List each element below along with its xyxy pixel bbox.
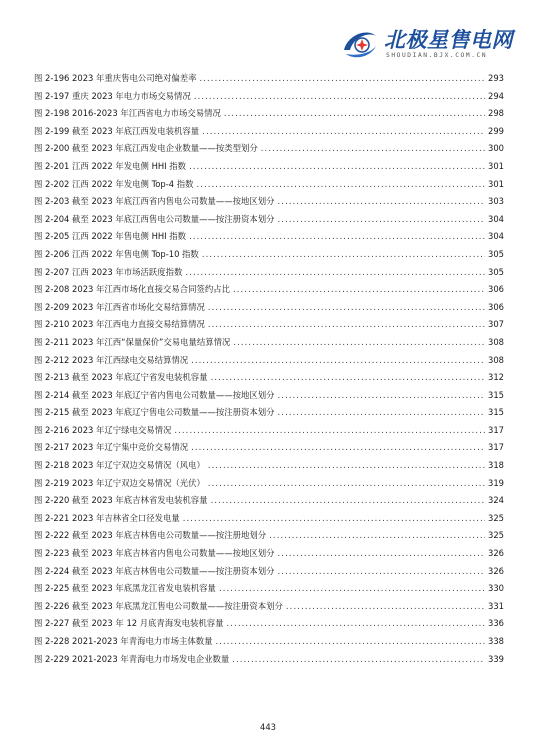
toc-entry[interactable] [34, 140, 504, 158]
toc-entry[interactable] [34, 228, 504, 246]
toc-entry-label: 图 2-203 截至 2023 年底江西省内售电公司数量——按地区划分 [34, 196, 275, 207]
toc-entry-page: 307 [488, 319, 504, 330]
brand-subtitle: SHOUDIAN.BJX.COM.CN [386, 52, 488, 59]
toc-dot-leader [189, 228, 485, 246]
toc-entry-label: 图 2-198 2016-2023 年江西省电力市场交易情况 [34, 108, 221, 119]
toc-entry-page: 318 [488, 460, 504, 471]
toc-entry-page: 317 [488, 424, 504, 435]
toc-entry[interactable] [34, 299, 504, 317]
toc-entry[interactable] [34, 264, 504, 282]
brand-title: 北极星售电网 [384, 28, 513, 52]
toc-dot-leader [278, 404, 485, 422]
toc-entry-label: 图 2-209 2023 年江西省市场化交易结算情况 [34, 301, 205, 312]
toc-dot-leader [196, 176, 485, 194]
toc-entry-page: 325 [488, 530, 504, 541]
toc-entry[interactable] [34, 580, 504, 598]
toc-entry[interactable] [34, 158, 504, 176]
toc-entry-label: 图 2-226 截至 2023 年底黑龙江售电公司数量——按注册资本划分 [34, 600, 283, 611]
toc-entry-label: 图 2-221 2023 年吉林省全口径发电量 [34, 512, 180, 523]
toc-entry-page: 303 [488, 196, 504, 207]
brand-logo [340, 26, 513, 62]
toc-entry-label: 图 2-215 截至 2023 年底辽宁售电公司数量——按注册资本划分 [34, 407, 275, 418]
toc-dot-leader [200, 70, 485, 88]
figure-list [34, 70, 504, 668]
toc-entry-label: 图 2-217 2023 年辽宁集中竞价交易情况 [34, 442, 189, 453]
toc-dot-leader [208, 475, 485, 493]
toc-dot-leader [227, 615, 485, 633]
toc-entry-label: 图 2-208 2023 年江西市场化直接交易合同签约占比 [34, 284, 231, 295]
toc-entry-page: 304 [488, 213, 504, 224]
toc-entry[interactable] [34, 176, 504, 194]
toc-entry-label: 图 2-225 截至 2023 年底黑龙江省发电装机容量 [34, 583, 216, 594]
toc-entry-page: 324 [488, 495, 504, 506]
toc-entry[interactable] [34, 281, 504, 299]
toc-dot-leader [286, 598, 485, 616]
toc-entry-label: 图 2-199 截至 2023 年底江西发电装机容量 [34, 125, 200, 136]
toc-entry-label: 图 2-205 江西 2022 年售电侧 HHI 指数 [34, 231, 187, 242]
toc-dot-leader [278, 563, 485, 581]
toc-entry[interactable] [34, 88, 504, 106]
toc-entry-page: 305 [488, 248, 504, 259]
toc-dot-leader [185, 264, 485, 282]
toc-entry-page: 305 [488, 266, 504, 277]
toc-entry-label: 图 2-223 截至 2023 年底吉林省内售电公司数量——按地区划分 [34, 548, 275, 559]
toc-dot-leader [278, 211, 485, 229]
toc-entry-page: 336 [488, 618, 504, 629]
toc-entry-label: 图 2-218 2023 年辽宁双边交易情况（风电） [34, 460, 205, 471]
toc-entry[interactable] [34, 211, 504, 229]
toc-entry-label: 图 2-211 2023 年江西“保量保价”交易电量结算情况 [34, 336, 231, 347]
toc-entry[interactable] [34, 615, 504, 633]
toc-entry-label: 图 2-228 2021-2023 年青海电力市场主体数量 [34, 636, 213, 646]
toc-entry[interactable] [34, 457, 504, 475]
toc-entry-page: 308 [488, 354, 504, 365]
toc-entry-page: 330 [488, 583, 504, 594]
toc-entry-page: 331 [488, 600, 504, 611]
toc-dot-leader [233, 334, 485, 352]
toc-entry-label: 图 2-212 2023 年江西绿电交易结算情况 [34, 354, 189, 365]
toc-entry-page: 315 [488, 389, 504, 400]
toc-entry[interactable] [34, 193, 504, 211]
toc-dot-leader [233, 281, 485, 299]
toc-entry[interactable] [34, 316, 504, 334]
toc-dot-leader [208, 457, 485, 475]
toc-entry[interactable] [34, 70, 504, 88]
toc-entry[interactable] [34, 404, 504, 422]
toc-entry-label: 图 2-204 截至 2023 年底江西售电公司数量——按注册资本划分 [34, 213, 275, 224]
toc-dot-leader [208, 316, 485, 334]
toc-entry[interactable] [34, 510, 504, 528]
toc-entry-page: 299 [488, 125, 504, 136]
toc-dot-leader [232, 651, 485, 669]
toc-entry-label: 图 2-200 截至 2023 年底江西发电企业数量——按类型划分 [34, 143, 258, 154]
polar-star-logo-icon [340, 26, 380, 62]
toc-dot-leader [269, 527, 485, 545]
toc-entry[interactable] [34, 545, 504, 563]
toc-entry-page: 300 [488, 143, 504, 154]
toc-entry-page: 317 [488, 442, 504, 453]
toc-entry[interactable] [34, 651, 504, 669]
toc-entry-label: 图 2-213 截至 2023 年底辽宁省发电装机容量 [34, 372, 208, 383]
toc-entry-label: 图 2-220 截至 2023 年底吉林省发电装机容量 [34, 495, 208, 506]
toc-entry[interactable] [34, 105, 504, 123]
toc-entry-page: 294 [488, 90, 504, 101]
toc-entry-page: 308 [488, 336, 504, 347]
toc-entry-label: 图 2-214 截至 2023 年底辽宁省内售电公司数量——按地区划分 [34, 389, 275, 400]
toc-dot-leader [211, 492, 485, 510]
toc-dot-leader [183, 510, 485, 528]
toc-entry[interactable] [34, 527, 504, 545]
toc-dot-leader [261, 140, 485, 158]
toc-entry-page: 298 [488, 108, 504, 119]
toc-entry-page: 325 [488, 512, 504, 523]
toc-entry[interactable] [34, 633, 504, 651]
toc-entry-label: 图 2-229 2021-2023 年青海电力市场发电企业数量 [34, 653, 230, 664]
toc-entry-label: 图 2-207 江西 2023 年市场活跃度指数 [34, 266, 183, 277]
toc-entry-label: 图 2-227 截至 2023 年 12 月底青海发电装机容量 [34, 618, 224, 629]
toc-entry-label: 图 2-197 重庆 2023 年电力市场交易情况 [34, 90, 191, 101]
toc-entry[interactable] [34, 422, 504, 440]
toc-entry-label: 图 2-202 江西 2022 年发电侧 Top-4 指数 [34, 178, 194, 189]
toc-dot-leader [278, 193, 485, 211]
toc-entry[interactable] [34, 246, 504, 264]
toc-entry-page: 293 [488, 73, 504, 83]
toc-entry-page: 306 [488, 301, 504, 312]
toc-entry-page: 339 [488, 653, 504, 664]
toc-dot-leader [191, 352, 485, 370]
toc-dot-leader [194, 88, 485, 106]
toc-entry-page: 326 [488, 565, 504, 576]
toc-entry[interactable] [34, 475, 504, 493]
toc-entry[interactable] [34, 387, 504, 405]
toc-dot-leader [189, 158, 485, 176]
toc-dot-leader [211, 369, 485, 387]
toc-entry-page: 312 [488, 372, 504, 383]
toc-entry-page: 301 [488, 178, 504, 189]
toc-dot-leader [224, 105, 485, 123]
toc-entry-label: 图 2-196 2023 年重庆售电公司绝对偏差率 [34, 73, 197, 83]
toc-dot-leader [191, 439, 485, 457]
toc-entry[interactable] [34, 492, 504, 510]
toc-entry-label: 图 2-201 江西 2022 年发电侧 HHI 指数 [34, 160, 187, 171]
toc-entry[interactable] [34, 598, 504, 616]
toc-entry[interactable] [34, 563, 504, 581]
page-number: 443 [260, 722, 276, 732]
toc-entry-label: 图 2-222 截至 2023 年底吉林售电公司数量——按注册地划分 [34, 530, 267, 541]
toc-entry-page: 306 [488, 284, 504, 295]
toc-entry[interactable] [34, 369, 504, 387]
toc-entry-label: 图 2-224 截至 2023 年底吉林售电公司数量——按注册资本划分 [34, 565, 275, 576]
toc-dot-leader [202, 123, 485, 141]
toc-entry-page: 319 [488, 477, 504, 488]
toc-dot-leader [219, 580, 485, 598]
toc-entry-page: 326 [488, 548, 504, 559]
toc-entry-page: 304 [488, 231, 504, 242]
toc-entry-page: 301 [488, 160, 504, 171]
toc-entry-label: 图 2-210 2023 年江西电力直接交易结算情况 [34, 319, 205, 330]
toc-dot-leader [215, 633, 485, 651]
toc-entry-label: 图 2-206 江西 2022 年售电侧 Top-10 指数 [34, 248, 199, 259]
toc-dot-leader [174, 422, 485, 440]
toc-dot-leader [278, 545, 485, 563]
toc-dot-leader [202, 246, 485, 264]
toc-entry[interactable] [34, 334, 504, 352]
toc-entry[interactable] [34, 352, 504, 370]
toc-entry-label: 图 2-216 2023 年辽宁绿电交易情况 [34, 424, 172, 435]
toc-entry-label: 图 2-219 2023 年辽宁双边交易情况（光伏） [34, 477, 205, 488]
toc-dot-leader [278, 387, 485, 405]
toc-dot-leader [208, 299, 485, 317]
toc-entry[interactable] [34, 123, 504, 141]
toc-entry-page: 315 [488, 407, 504, 418]
toc-entry[interactable] [34, 439, 504, 457]
toc-entry-page: 338 [488, 636, 504, 646]
